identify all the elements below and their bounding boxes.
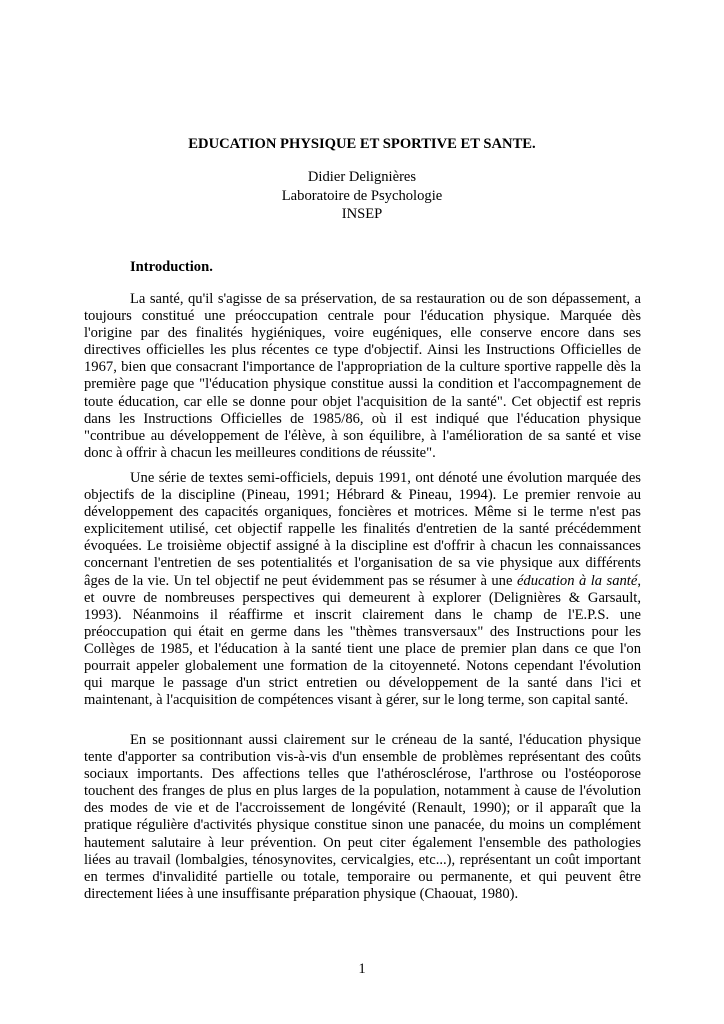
paragraph-3 [84,732,641,903]
author-name: Didier Delignières [307,169,417,185]
text-line: et ouvre de nombreuses perspectives qui demeurent à explorer (Delignières & Garsault, [84,589,641,606]
text-line: hautement salutaire à leur prévention. On peut citer également l'ensemble des pathologies [84,834,641,851]
text-line: Une série de textes semi-officiels, depuis 1991, ont dénoté une évolution marquée des [130,470,641,486]
text-line: directives officielles les plus récentes ce type d'objectif. Ainsi les Instructions Officielles de [84,342,641,359]
author-institution: INSEP [341,206,383,222]
text-line: 1993). Néanmoins il réaffirme et inscrit clairement dans le champ de l'E.P.S. une [84,606,641,623]
text-line: Collèges de 1985, et l'éducation à la santé tient une place de premier plan dans ce que l'on [84,640,641,657]
text-segment: , [637,572,641,589]
text-line: La santé, qu'il s'agisse de sa préservation, de sa restauration ou de son dépassement, a [130,291,641,307]
paragraph-1 [84,291,641,462]
text-line: touchent des franges de plus en plus larges de la population, notamment à cause de l'évolution [84,783,641,800]
document-title: EDUCATION PHYSIQUE ET SPORTIVE ET SANTE. [188,136,536,152]
section-heading: Introduction. [130,259,213,275]
author-block [0,168,724,224]
text-line: première page que "l'éducation physique constitue aussi la condition et l'accompagnement de [84,376,641,393]
text-line: toute éducation, car elle se donne pour objet l'acquisition de la santé". Cet objectif est repris [84,393,641,410]
page-number: 1 [358,961,366,977]
author-lab: Laboratoire de Psychologie [281,187,443,204]
paragraph-2 [84,470,641,709]
text-line: liées au travail (lombalgies, ténosynovites, cervicalgies, etc...), représentant un coût important [84,851,641,868]
text-line: dans les Instructions Officielles de 1985/86, où il est indiqué que l'éducation physique [84,410,641,427]
text-line: "contribue au développement de l'élève, à son équilibre, à l'amélioration de sa santé et vise [84,427,641,444]
text-line: qui marque le passage d'un strict entretien ou développement de la santé dans l'ici et [84,675,641,692]
text-line: concernant l'entretien de ses potentialités et l'organisation de sa vie physique aux différents [84,555,641,572]
text-line: évoquées. Le troisième objectif assigné à la discipline est d'offrir à chacun les connaissances [84,538,641,555]
text-line [84,573,641,590]
text-line: pratique régulière d'activités physique constitue sinon une panacée, du moins un complément [84,817,641,834]
text-line: maintenant, à l'acquisition de compétences visant à gérer, sur le long terme, son capital santé. [84,692,629,709]
text-line: objectifs de la discipline (Pineau, 1991; Hébrard & Pineau, 1994). Le premier renvoie au [84,487,641,504]
text-line: développement des capacités organiques, foncières et motrices. Même si le terme n'est pas [84,504,641,521]
text-line: explicitement utilisé, cet objectif rappelle les finalités d'entretien de la santé précédemment [84,521,641,538]
text-line: des modes de vie et de l'accroissement de longévité (Renault, 1990); or il apparaît que la [84,800,641,817]
italic-phrase: éducation à la santé [516,572,638,589]
text-line: sociaux importants. Des affections telles que l'athérosclérose, l'arthrose ou l'ostéoporose [84,766,641,783]
text-line: toujours constitué une préoccupation centrale pour l'éducation physique. Marquée dès [84,308,641,325]
text-line: en termes d'invalidité partielle ou totale, temporaire ou permanente, et qui peuvent être [84,868,641,885]
text-line: 1967, bien que consacrant l'importance de l'appropriation de la culture sportive rappelle dès la [84,359,641,376]
text-line: l'origine par des finalités hygiéniques, voire eugéniques, elle conserve encore dans ses [84,325,641,342]
text-segment: âges de la vie. Un tel objectif ne peut évidemment pas se résumer à une [84,572,517,589]
text-line: tente d'apporter sa contribution vis-à-vis d'un ensemble de problèmes représentant des coûts [84,749,641,766]
text-line: donc à offrir à chacun les meilleures conditions de réussite". [84,444,436,461]
text-line: préoccupation qui était en germe dans les "thèmes transversaux" des Instructions pour les [84,623,641,640]
text-line: En se positionnant aussi clairement sur le créneau de la santé, l'éducation physique [130,732,641,748]
text-line: directement liées à une insuffisante préparation physique (Chaouat, 1980). [84,885,519,902]
text-line: pourrait appeler globalement une formation de la citoyenneté. Notons cependant l'évolution [84,658,641,675]
